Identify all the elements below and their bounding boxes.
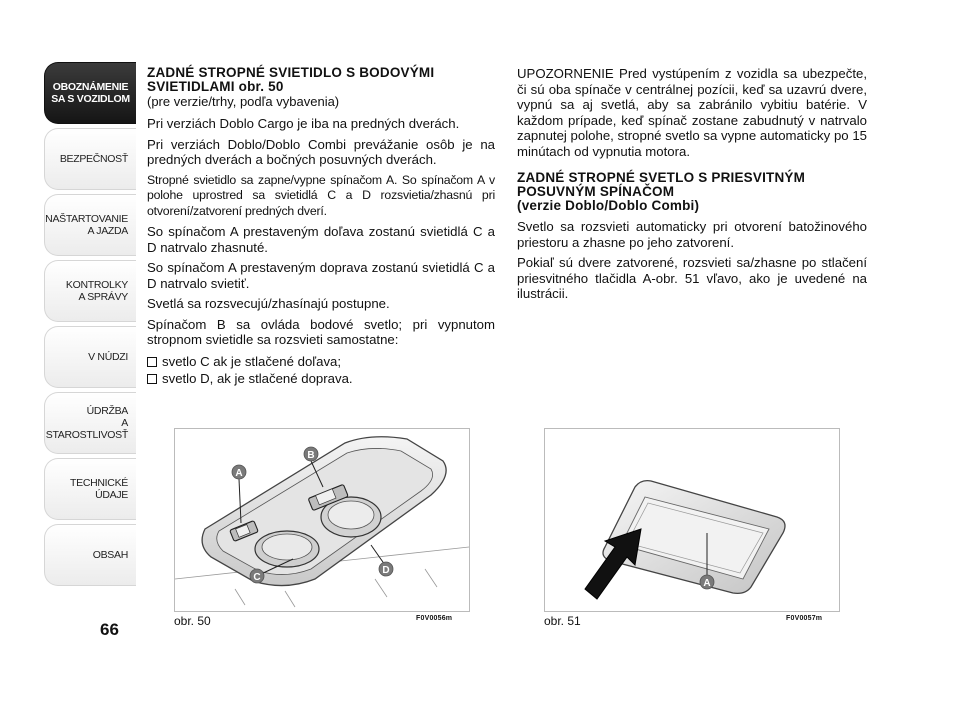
paragraph: Spínačom B sa ovláda bodové svetlo; pri vypnutom stropnom svietidle sa rozsvieti samostatne: bbox=[147, 316, 495, 347]
figure-51-illustration bbox=[544, 428, 840, 612]
callout-a bbox=[700, 575, 714, 589]
paragraph: Svetlo sa rozsvieti automaticky pri otvorení batožinového priestoru a zhasne po jeho zatvorení. bbox=[517, 219, 867, 250]
paragraph: Pri verziách Doblo/Doblo Combi prevážanie osôb je na predných dverách a bočných posuvných dverách. bbox=[147, 136, 495, 167]
left-column bbox=[147, 66, 495, 387]
callout-d bbox=[379, 562, 393, 576]
figure-code: F0V0056m bbox=[416, 615, 453, 622]
chapter-tabs bbox=[44, 62, 136, 590]
paragraph: Pri verziách Doblo Cargo je iba na predných dverách. bbox=[147, 116, 460, 131]
list-item: svetlo D, ak je stlačené doprava. bbox=[147, 370, 495, 387]
tab-bezpecnost[interactable]: BEZPEČNOSŤ bbox=[44, 128, 136, 190]
right-column bbox=[517, 66, 867, 307]
svg-text:C: C bbox=[253, 572, 261, 583]
checkbox-bullet-icon bbox=[147, 374, 157, 384]
section-subheading: (pre verzie/trhy, podľa vybavenia) bbox=[147, 94, 340, 109]
svg-text:B: B bbox=[307, 450, 315, 461]
tab-technicke-udaje[interactable]: TECHNICKÉ ÚDAJE bbox=[44, 458, 136, 520]
section-heading-line1: ZADNÉ STROPNÉ SVETLO S PRIESVITNÝM bbox=[517, 170, 806, 185]
figure-caption: obr. 50 bbox=[174, 614, 211, 628]
tab-udrzba[interactable]: ÚDRŽBA A STAROSTLIVOSŤ bbox=[44, 392, 136, 454]
paragraph: So spínačom A prestaveným doprava zostanú svietidlá C a D natrvalo svietiť. bbox=[147, 260, 495, 291]
tab-oboznamenie[interactable]: OBOZNÁMENIE SA S VOZIDLOM bbox=[44, 62, 136, 124]
svg-text:A: A bbox=[235, 468, 243, 479]
callout-a bbox=[232, 465, 246, 479]
paragraph: Pokiaľ sú dvere zatvorené, rozsvieti sa/zhasne po stlačení priesvitného tlačidla A-obr. 51 vľavo, ako je uvedené na ilustrácii. bbox=[517, 255, 867, 301]
checkbox-bullet-icon bbox=[147, 357, 157, 367]
paragraph: Svetlá sa rozsvecujú/zhasínajú postupne. bbox=[147, 296, 390, 311]
callout-c bbox=[250, 569, 264, 583]
tab-v-nudzi[interactable]: V NÚDZI bbox=[44, 326, 136, 388]
figure-50-illustration bbox=[174, 428, 470, 612]
section-heading-line1: ZADNÉ STROPNÉ SVIETIDLO S BODOVÝMI bbox=[147, 65, 435, 80]
page-number: 66 bbox=[100, 620, 119, 639]
callout-b bbox=[304, 447, 318, 461]
paragraph: So spínačom A prestaveným doľava zostanú svietidlá C a D natrvalo zhasnuté. bbox=[147, 224, 495, 255]
svg-text:D: D bbox=[382, 565, 390, 576]
tab-nastartovanie[interactable]: NAŠTARTOVANIE A JAZDA bbox=[44, 194, 136, 256]
svg-text:A: A bbox=[703, 578, 711, 589]
warning-paragraph: UPOZORNENIE Pred vystúpením z vozidla sa ubezpečte, či sú oba spínače v centrálnej pozícii, keď sa uzavrú dvere, vypnú sa aj svetlá, aby sa zabránilo vybitiu batérie. V každom prípade, keď spínač zostane zabudnutý v natrvalo zapnutej polohe, stropné svetlo sa vypne automaticky po 15 minútach od vypnutia motora. bbox=[517, 66, 867, 159]
section-heading-line3: (verzie Doblo/Doblo Combi) bbox=[517, 198, 700, 213]
ceiling-lamp-spotlights-drawing bbox=[175, 429, 469, 611]
paragraph: Stropné svietidlo sa zapne/vypne spínačom A. So spínačom A v polohe uprostred sa svietidlá C a D rozsvietia/zhasnú pri otvorení/zatvorení predných dverí. bbox=[147, 172, 495, 218]
section-heading-line2: POSUVNÝM SPÍNAČOM bbox=[517, 184, 675, 199]
trunk-lamp-drawing bbox=[545, 429, 839, 611]
list-item: svetlo C ak je stlačené doľava; bbox=[147, 353, 495, 370]
tab-kontrolky[interactable]: KONTROLKY A SPRÁVY bbox=[44, 260, 136, 322]
figure-caption: obr. 51 bbox=[544, 614, 581, 628]
figure-code: F0V0057m bbox=[786, 615, 823, 622]
tab-obsah[interactable]: OBSAH bbox=[44, 524, 136, 586]
section-heading-line2: SVIETIDLAMI obr. 50 bbox=[147, 79, 284, 94]
